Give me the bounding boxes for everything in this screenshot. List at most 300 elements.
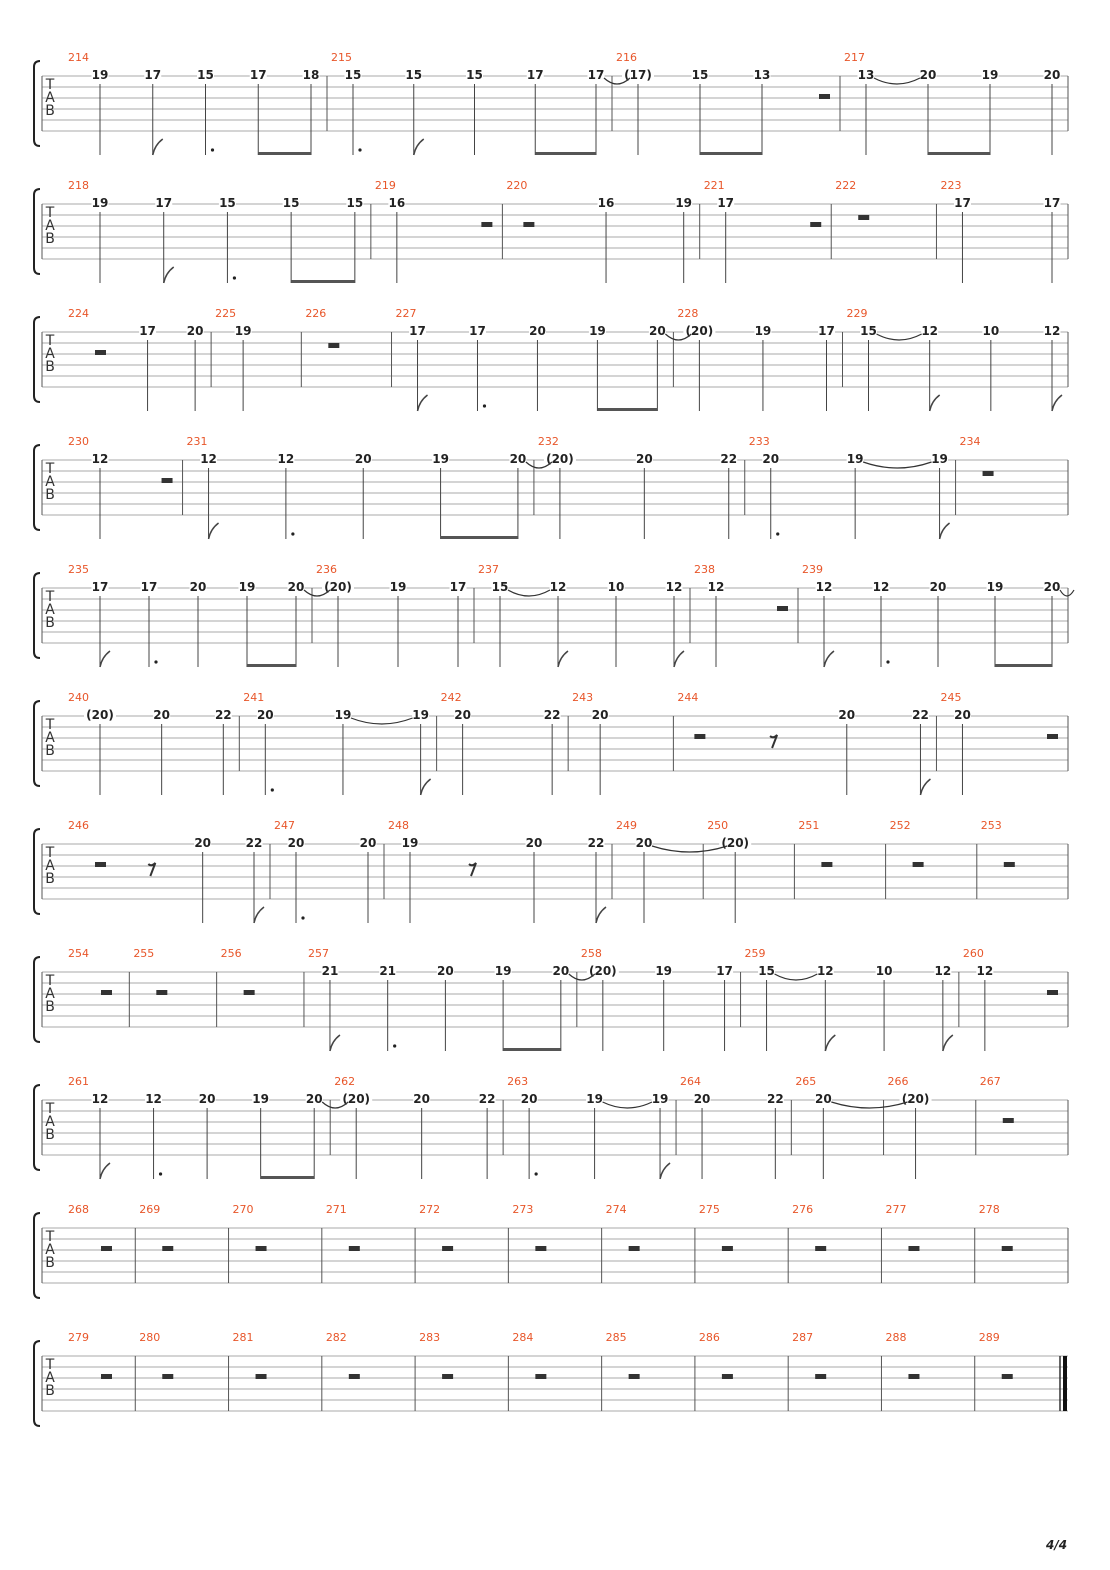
system-bracket <box>34 317 40 402</box>
half-rest <box>442 1374 453 1379</box>
fret-number: 22 <box>543 708 561 722</box>
measure-number: 224 <box>68 307 89 320</box>
measure-number: 256 <box>220 947 242 960</box>
measure-number: 288 <box>885 1331 907 1344</box>
fret-number: 15 <box>219 196 236 210</box>
fret-number: 18 <box>302 68 320 82</box>
measure-number: 286 <box>698 1331 720 1344</box>
fret-number: 15 <box>691 68 709 82</box>
measure-number: 216 <box>616 51 637 64</box>
system-bracket <box>34 1085 40 1170</box>
note-flag <box>164 267 174 283</box>
measure-number: 246 <box>68 819 89 832</box>
fret-number: 12 <box>91 1092 109 1106</box>
fret-number: 20 <box>838 708 856 722</box>
fret-number: 17 <box>954 196 971 210</box>
note-flag <box>943 1035 953 1051</box>
half-rest <box>810 222 821 227</box>
fret-number: 19 <box>846 452 864 466</box>
fret-number: 20 <box>437 964 454 978</box>
eighth-rest <box>770 735 777 748</box>
fret-number: 12 <box>872 580 890 594</box>
measure-number: 282 <box>325 1331 347 1344</box>
note-dot <box>393 1044 396 1047</box>
half-rest <box>1002 1374 1013 1379</box>
fret-number: 17 <box>526 68 544 82</box>
fret-number: 20 <box>359 836 377 850</box>
fret-number: 20 <box>153 708 171 722</box>
measure-number: 219 <box>374 179 396 192</box>
fret-number: 20 <box>635 452 653 466</box>
fret-number: 19 <box>675 196 693 210</box>
tab-clef-letter: T <box>45 461 55 477</box>
tie-arc <box>508 590 550 596</box>
measure-number: 226 <box>305 307 327 320</box>
fret-number: 13 <box>753 68 771 82</box>
note-flag <box>209 523 219 539</box>
fret-number: 22 <box>766 1092 784 1106</box>
half-rest <box>349 1374 360 1379</box>
measure-number: 234 <box>959 435 981 448</box>
tie-arc <box>603 1102 652 1108</box>
half-rest <box>244 990 255 995</box>
tab-clef-letter: T <box>45 973 55 989</box>
half-rest <box>481 222 492 227</box>
note-beam <box>597 408 657 411</box>
measure-number: 264 <box>680 1075 702 1088</box>
fret-number: 17 <box>449 580 467 594</box>
fret-number: 15 <box>758 964 775 978</box>
note-dot <box>358 148 361 151</box>
measure-number: 238 <box>694 563 715 576</box>
system-bracket <box>34 1213 40 1298</box>
tab-clef-letter: T <box>45 589 55 605</box>
measure-number: 262 <box>334 1075 356 1088</box>
note-beam <box>441 536 518 539</box>
fret-number: 20 <box>649 324 666 338</box>
measure-number: 281 <box>232 1331 254 1344</box>
measure-number: 270 <box>232 1203 254 1216</box>
fret-number: 20 <box>198 1092 216 1106</box>
half-rest <box>1047 734 1058 739</box>
half-rest <box>815 1246 826 1251</box>
measure-number: 271 <box>325 1203 347 1216</box>
tab-clef-letter: T <box>45 1357 55 1373</box>
tab-clef-letter: B <box>45 871 55 887</box>
fret-number: 20 <box>591 708 609 722</box>
note-dot <box>535 1172 538 1175</box>
fret-number: 17 <box>717 196 735 210</box>
tab-clef-letter: A <box>45 602 55 618</box>
half-rest <box>1004 862 1015 867</box>
measure-number: 280 <box>139 1331 161 1344</box>
tab-clef-letter: B <box>45 103 55 119</box>
system-bracket <box>34 701 40 786</box>
system-bracket <box>34 189 40 274</box>
measure-number: 285 <box>605 1331 627 1344</box>
whole-rest <box>983 471 994 476</box>
note-flag <box>940 523 950 539</box>
fret-number: 17 <box>144 68 162 82</box>
tie-arc <box>1060 590 1074 596</box>
fret-number: 20 <box>1043 68 1061 82</box>
measure-number: 241 <box>243 691 265 704</box>
fret-number: (20) <box>86 708 114 722</box>
tab-clef-letter: A <box>45 474 55 490</box>
fret-number: 19 <box>389 580 407 594</box>
half-rest <box>908 1246 919 1251</box>
fret-number: (20) <box>342 1092 371 1106</box>
measure-number: 249 <box>616 819 637 832</box>
measure-number: 223 <box>940 179 962 192</box>
note-beam <box>928 152 990 155</box>
measure-number: 279 <box>68 1331 89 1344</box>
fret-number: 19 <box>651 1092 669 1106</box>
measure-number: 283 <box>419 1331 441 1344</box>
tab-clef-letter: B <box>45 487 55 503</box>
tab-clef-letter: B <box>45 231 55 247</box>
tab-clef-letter: B <box>45 1383 55 1399</box>
fret-number: 12 <box>815 580 833 594</box>
note-flag <box>824 651 834 667</box>
note-flag <box>421 779 431 795</box>
half-rest <box>442 1246 453 1251</box>
measure-number: 265 <box>795 1075 817 1088</box>
fret-number: (20) <box>546 452 574 466</box>
measure-number: 257 <box>307 947 329 960</box>
half-rest <box>101 990 112 995</box>
note-flag <box>418 395 428 411</box>
measure-number: 275 <box>698 1203 720 1216</box>
note-beam <box>291 280 355 283</box>
fret-number: 17 <box>716 964 733 978</box>
measure-number: 260 <box>962 947 984 960</box>
fret-number: 20 <box>693 1092 711 1106</box>
measure-number: 248 <box>388 819 409 832</box>
measure-number: 278 <box>978 1203 1000 1216</box>
tab-clef-letter: B <box>45 999 55 1015</box>
fret-number: 16 <box>597 196 615 210</box>
fret-number: 12 <box>91 452 109 466</box>
measure-number: 221 <box>703 179 725 192</box>
half-rest <box>95 350 106 355</box>
half-rest <box>629 1246 640 1251</box>
fret-number: 12 <box>976 964 994 978</box>
measure-number: 253 <box>980 819 1002 832</box>
system-bracket <box>34 573 40 658</box>
half-rest <box>523 222 534 227</box>
note-flag <box>330 1035 340 1051</box>
measure-number: 250 <box>707 819 729 832</box>
note-flag <box>825 1035 835 1051</box>
tie-arc <box>874 78 920 84</box>
whole-rest <box>328 343 339 348</box>
fret-number: 19 <box>432 452 449 466</box>
half-rest <box>256 1246 267 1251</box>
tab-clef-letter: A <box>45 1114 55 1130</box>
system-bracket <box>34 829 40 914</box>
fret-number: (20) <box>324 580 352 594</box>
fret-number: 20 <box>287 580 305 594</box>
fret-number: 20 <box>354 452 372 466</box>
note-beam <box>247 664 296 667</box>
tab-clef-letter: B <box>45 1255 55 1271</box>
fret-number: 20 <box>762 452 780 466</box>
fret-number: 22 <box>245 836 263 850</box>
half-rest <box>162 478 173 483</box>
fret-number: 12 <box>921 324 939 338</box>
measure-number: 258 <box>580 947 602 960</box>
measure-number: 268 <box>68 1203 89 1216</box>
measure-number: 273 <box>512 1203 534 1216</box>
tie-arc <box>877 334 922 340</box>
measure-number: 259 <box>744 947 766 960</box>
fret-number: 20 <box>305 1092 323 1106</box>
fret-number: 22 <box>720 452 738 466</box>
tab-clef-letter: T <box>45 1101 55 1117</box>
measure-number: 276 <box>792 1203 814 1216</box>
note-dot <box>233 276 236 279</box>
tab-clef-letter: T <box>45 845 55 861</box>
note-beam <box>700 152 762 155</box>
tab-clef-letter: A <box>45 986 55 1002</box>
fret-number: 10 <box>875 964 893 978</box>
fret-number: 12 <box>665 580 683 594</box>
half-rest <box>722 1374 733 1379</box>
measure-number: 272 <box>419 1203 441 1216</box>
note-beam <box>535 152 596 155</box>
fret-number: 19 <box>586 1092 603 1106</box>
note-dot <box>483 404 486 407</box>
measure-number: 229 <box>846 307 868 320</box>
half-rest <box>256 1374 267 1379</box>
tab-clef-letter: A <box>45 1242 55 1258</box>
measure-number: 222 <box>835 179 857 192</box>
fret-number: 20 <box>413 1092 431 1106</box>
note-flag <box>920 779 930 795</box>
half-rest <box>815 1374 826 1379</box>
tab-clef-letter: A <box>45 346 55 362</box>
measure-number: 233 <box>748 435 770 448</box>
measure-number: 243 <box>572 691 594 704</box>
note-dot <box>159 1172 162 1175</box>
fret-number: 22 <box>587 836 605 850</box>
note-dot <box>301 916 304 919</box>
measure-number: 254 <box>68 947 89 960</box>
fret-number: 12 <box>816 964 834 978</box>
tab-clef-letter: T <box>45 77 55 93</box>
tab-clef-letter: T <box>45 1229 55 1245</box>
half-rest <box>535 1374 546 1379</box>
measure-number: 231 <box>186 435 208 448</box>
fret-number: 15 <box>405 68 423 82</box>
fret-number: 19 <box>252 1092 270 1106</box>
fret-number: 17 <box>587 68 605 82</box>
fret-number: 17 <box>249 68 267 82</box>
half-rest <box>349 1246 360 1251</box>
tie-arc <box>775 974 818 980</box>
half-rest <box>1002 1246 1013 1251</box>
fret-number: 17 <box>1043 196 1061 210</box>
note-flag <box>930 395 940 411</box>
tab-clef-letter: B <box>45 615 55 631</box>
tab-clef-letter: T <box>45 333 55 349</box>
tab-clef-letter: A <box>45 90 55 106</box>
measure-number: 277 <box>885 1203 907 1216</box>
measure-number: 289 <box>978 1331 1000 1344</box>
fret-number: 12 <box>200 452 217 466</box>
note-beam <box>261 1176 315 1179</box>
system-bracket <box>34 1341 40 1426</box>
fret-number: 20 <box>194 836 212 850</box>
measure-number: 237 <box>478 563 499 576</box>
fret-number: 19 <box>234 324 252 338</box>
tab-clef-letter: A <box>45 858 55 874</box>
measure-number: 220 <box>506 179 528 192</box>
tab-clef-letter: B <box>45 359 55 375</box>
half-rest <box>162 1374 173 1379</box>
fret-number: 19 <box>754 324 772 338</box>
note-dot <box>291 532 294 535</box>
note-dot <box>886 660 889 663</box>
fret-number: 19 <box>412 708 429 722</box>
measure-number: 225 <box>215 307 237 320</box>
note-flag <box>153 139 163 155</box>
half-rest <box>777 606 788 611</box>
tab-clef-letter: A <box>45 1370 55 1386</box>
fret-number: 12 <box>707 580 725 594</box>
tab-clef-letter: B <box>45 1127 55 1143</box>
half-rest <box>694 734 705 739</box>
half-rest <box>629 1374 640 1379</box>
fret-number: 10 <box>607 580 625 594</box>
measure-number: 228 <box>677 307 699 320</box>
fret-number: 12 <box>277 452 295 466</box>
fret-number: 21 <box>379 964 397 978</box>
fret-number: 17 <box>469 324 486 338</box>
system-bracket <box>34 61 40 146</box>
measure-number: 252 <box>889 819 911 832</box>
half-rest <box>95 862 106 867</box>
measure-number: 255 <box>133 947 155 960</box>
half-rest <box>722 1246 733 1251</box>
fret-number: 15 <box>466 68 483 82</box>
fret-number: 19 <box>334 708 352 722</box>
measure-number: 261 <box>68 1075 89 1088</box>
fret-number: 20 <box>954 708 971 722</box>
note-dot <box>154 660 157 663</box>
fret-number: 17 <box>409 324 426 338</box>
measure-number: 230 <box>68 435 89 448</box>
note-beam <box>503 1048 561 1051</box>
note-dot <box>776 532 779 535</box>
fret-number: (20) <box>901 1092 930 1106</box>
measure-number: 245 <box>940 691 962 704</box>
half-rest <box>162 1246 173 1251</box>
measure-number: 227 <box>395 307 417 320</box>
half-rest <box>1047 990 1058 995</box>
fret-number: 22 <box>214 708 232 722</box>
measure-number: 251 <box>798 819 820 832</box>
tab-clef-letter: A <box>45 730 55 746</box>
half-rest <box>101 1246 112 1251</box>
fret-number: 20 <box>1043 580 1061 594</box>
fret-number: 15 <box>344 68 362 82</box>
fret-number: (20) <box>588 964 617 978</box>
fret-number: 15 <box>282 196 300 210</box>
note-flag <box>254 907 264 923</box>
system-bracket <box>34 445 40 530</box>
tab-clef-letter: T <box>45 205 55 221</box>
note-dot <box>271 788 274 791</box>
measure-number: 218 <box>68 179 89 192</box>
note-flag <box>414 139 424 155</box>
tie-arc <box>351 718 413 724</box>
half-rest <box>1003 1118 1014 1123</box>
fret-number: 17 <box>818 324 835 338</box>
fret-number: 20 <box>256 708 274 722</box>
fret-number: 21 <box>321 964 339 978</box>
fret-number: 20 <box>454 708 471 722</box>
half-rest <box>156 990 167 995</box>
eighth-rest <box>469 863 476 876</box>
measure-number: 217 <box>844 51 865 64</box>
fret-number: 20 <box>520 1092 538 1106</box>
fret-number: 20 <box>814 1092 832 1106</box>
fret-number: 20 <box>929 580 947 594</box>
fret-number: 20 <box>919 68 937 82</box>
measure-number: 242 <box>440 691 462 704</box>
measure-number: 214 <box>68 51 89 64</box>
fret-number: 12 <box>145 1092 162 1106</box>
measure-number: 236 <box>316 563 337 576</box>
note-flag <box>1052 395 1062 411</box>
fret-number: 19 <box>589 324 606 338</box>
page-number: 4/4 <box>1046 1538 1068 1552</box>
fret-number: 19 <box>981 68 999 82</box>
note-flag <box>100 1163 110 1179</box>
fret-number: 19 <box>91 196 109 210</box>
measure-number: 235 <box>68 563 89 576</box>
fret-number: 20 <box>186 324 204 338</box>
fret-number: 12 <box>549 580 567 594</box>
measure-number: 247 <box>274 819 295 832</box>
fret-number: 19 <box>91 68 109 82</box>
fret-number: 15 <box>491 580 509 594</box>
measure-number: 267 <box>979 1075 1001 1088</box>
fret-number: 17 <box>155 196 173 210</box>
fret-number: 10 <box>982 324 1000 338</box>
note-dot <box>211 148 214 151</box>
measure-number: 215 <box>331 51 352 64</box>
measure-number: 239 <box>802 563 823 576</box>
fret-number: (17) <box>624 68 652 82</box>
fret-number: 15 <box>197 68 214 82</box>
tab-clef-letter: B <box>45 743 55 759</box>
note-beam <box>995 664 1052 667</box>
fret-number: 19 <box>931 452 948 466</box>
note-flag <box>100 651 110 667</box>
half-rest <box>535 1246 546 1251</box>
fret-number: 17 <box>91 580 109 594</box>
fret-number: 19 <box>494 964 512 978</box>
fret-number: (20) <box>721 836 750 850</box>
whole-rest <box>858 215 869 220</box>
fret-number: 19 <box>238 580 256 594</box>
measure-number: 274 <box>605 1203 627 1216</box>
note-beam <box>258 152 311 155</box>
tie-arc <box>831 1102 907 1108</box>
